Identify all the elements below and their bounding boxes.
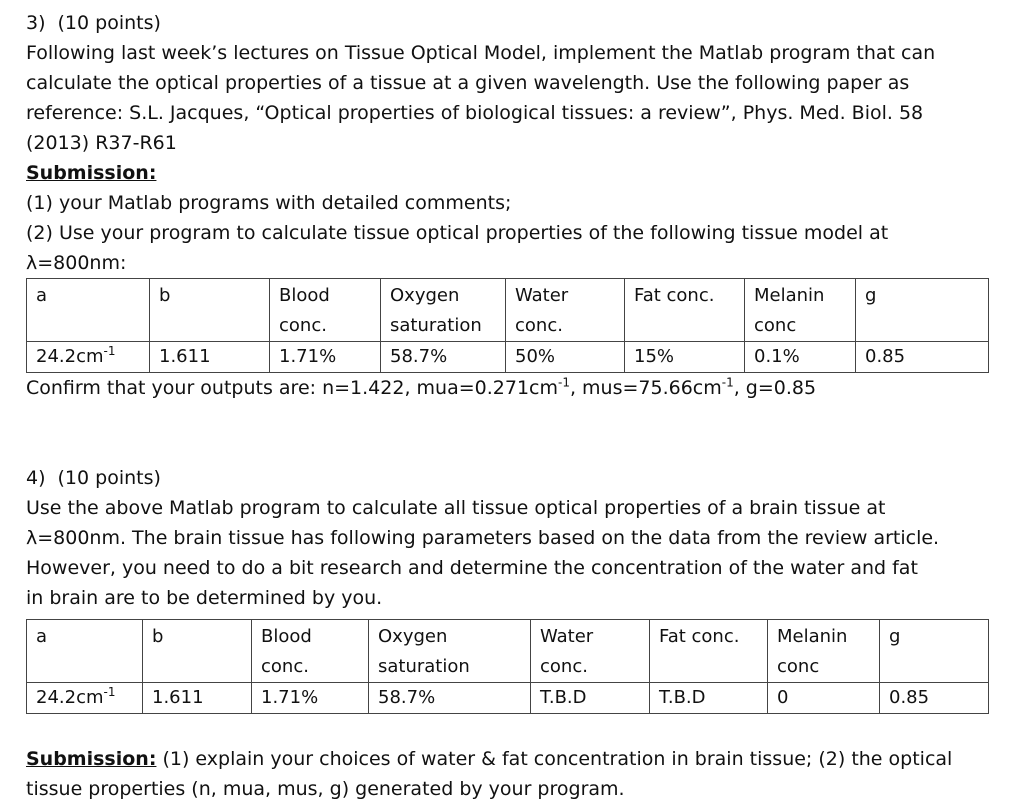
header-cell: g (856, 279, 989, 342)
q4-submission-heading: Submission: (26, 748, 157, 770)
header-cell: g (880, 620, 989, 683)
header-cell: Oxygen saturation (381, 279, 506, 342)
q4-points: (10 points) (57, 467, 161, 489)
q3-body-line: Following last week’s lectures on Tissue Optical Model, implement the Matlab program that can (26, 42, 936, 64)
q3-item-1: (1) your Matlab programs with detailed comments; (26, 192, 512, 214)
table-cell: 0.85 (856, 342, 989, 373)
table-cell: T.B.D (531, 683, 650, 714)
q3-number: 3) (26, 12, 46, 34)
header-cell: Fat conc. (650, 620, 768, 683)
table-cell: $24.2cm^{-1}$ (27, 683, 143, 714)
table-cell: 1.611 (143, 683, 252, 714)
table-cell: 1.71% (252, 683, 369, 714)
q3-body-line: reference: S.L. Jacques, “Optical properties of biological tissues: a review”, Phys. Med. Biol. 58 (26, 102, 924, 124)
q4-body-line: in brain are to be determined by you. (26, 587, 383, 609)
header-cell: Melanin conc (768, 620, 880, 683)
table-header-row (27, 620, 989, 683)
q4-heading (26, 463, 994, 493)
q3-item-2: (2) Use your program to calculate tissue optical properties of the following tissue model at (26, 222, 889, 244)
table-cell: 1.611 (150, 342, 270, 373)
header-cell: Water conc. (506, 279, 625, 342)
table-cell: 1.71% (270, 342, 381, 373)
question-4 (26, 463, 994, 804)
q4-parameter-table (26, 619, 989, 714)
header-cell: a (27, 620, 143, 683)
q4-body-line: λ=800nm. The brain tissue has following parameters based on the data from the review article. (26, 527, 940, 549)
q3-body-line: calculate the optical properties of a tissue at a given wavelength. Use the following paper as (26, 72, 910, 94)
header-cell: Oxygen saturation (369, 620, 531, 683)
q3-lambda: λ=800nm: (26, 252, 127, 274)
header-cell: Fat conc. (625, 279, 745, 342)
table-cell: $24.2cm^{-1}$ (27, 342, 150, 373)
q3-submission-heading: Submission: (26, 162, 157, 184)
question-3 (26, 8, 994, 403)
q3-heading (26, 8, 994, 38)
header-cell: Water conc. (531, 620, 650, 683)
header-cell: b (150, 279, 270, 342)
assignment-page (26, 8, 994, 804)
table-row (27, 683, 989, 714)
header-cell: a (27, 279, 150, 342)
header-cell: Melanin conc (745, 279, 856, 342)
q3-confirm-line: Confirm that your outputs are: n=1.422, $mua=0.271cm^{-1}$, $mus=75.66cm^{-1}$, g=0.85 (26, 375, 817, 399)
q3-parameter-table (26, 278, 989, 373)
q4-body-line: However, you need to do a bit research and determine the concentration of the water and fat (26, 557, 918, 579)
header-cell: Blood conc. (252, 620, 369, 683)
table-cell: 58.7% (369, 683, 531, 714)
q4-body-line: Use the above Matlab program to calculate all tissue optical properties of a brain tissue at (26, 497, 886, 519)
q3-points: (10 points) (57, 12, 161, 34)
table-cell: 0 (768, 683, 880, 714)
table-cell: T.B.D (650, 683, 768, 714)
q4-submission-line-1: Submission: (1) explain your choices of water & fat concentration in brain tissue; (2) the optical (26, 748, 953, 770)
table-cell: 58.7% (381, 342, 506, 373)
gap (26, 714, 994, 744)
table-cell: 15% (625, 342, 745, 373)
header-cell: b (143, 620, 252, 683)
q4-submission-line-2: tissue properties (n, mua, mus, g) generated by your program. (26, 778, 625, 800)
q3-body-line: (2013) R37-R61 (26, 132, 177, 154)
table-row (27, 342, 989, 373)
table-cell: 50% (506, 342, 625, 373)
header-cell: Blood conc. (270, 279, 381, 342)
table-cell: 0.1% (745, 342, 856, 373)
section-spacer (26, 403, 994, 463)
table-header-row (27, 279, 989, 342)
q4-number: 4) (26, 467, 46, 489)
table-cell: 0.85 (880, 683, 989, 714)
